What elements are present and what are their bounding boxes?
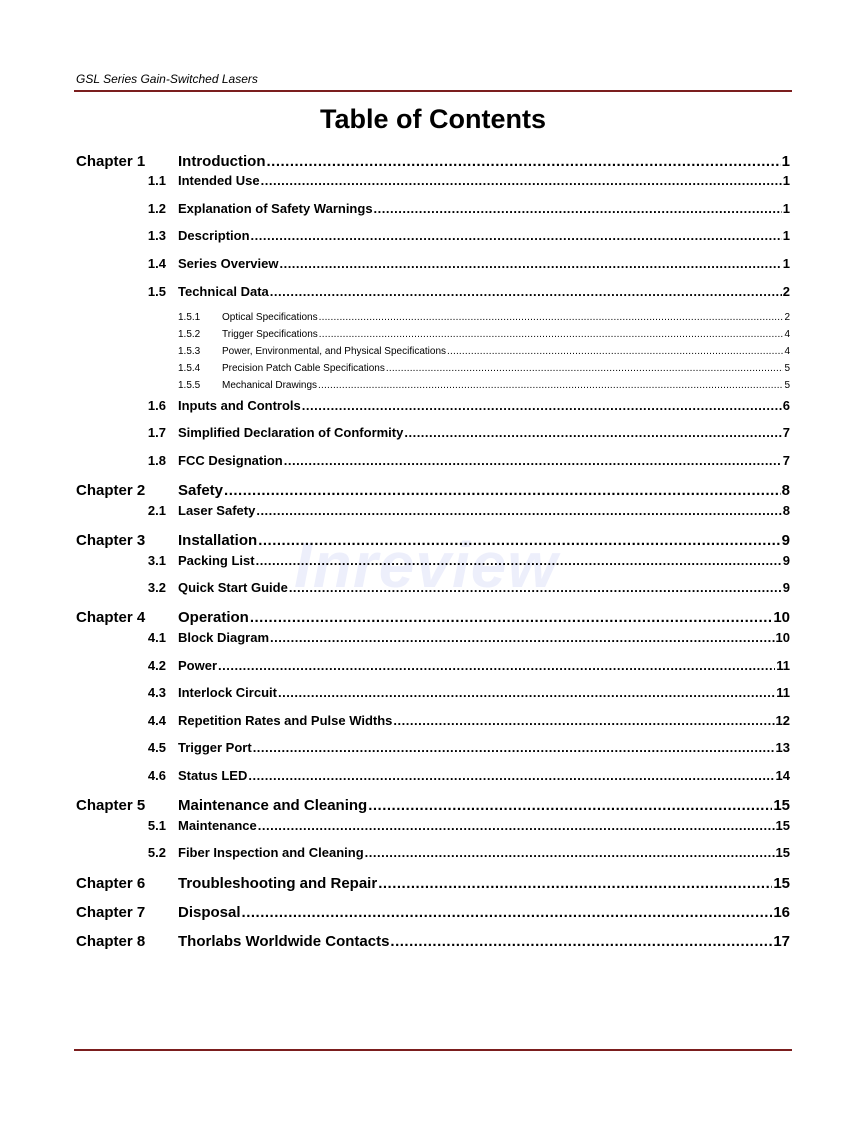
- toc-entry-text: [222, 329, 790, 340]
- toc-entry-label: Intended Use: [178, 173, 260, 188]
- toc-entry-number: 1.5: [147, 284, 166, 299]
- dot-leader: [393, 713, 774, 728]
- toc-entry-page: 4: [784, 346, 790, 357]
- toc-entry-text: [178, 713, 790, 728]
- dot-leader: [251, 228, 782, 243]
- toc-entry-number: 4.2: [147, 658, 166, 673]
- dot-leader: [319, 312, 784, 323]
- toc-entry-number: Chapter 2: [76, 482, 146, 499]
- toc-entry-text: [178, 201, 790, 216]
- toc-entry-number: 4.5: [147, 740, 166, 755]
- toc-entry-page: 8: [781, 482, 790, 499]
- toc-entry-page: 13: [775, 740, 790, 755]
- toc-entry-number: 1.8: [147, 453, 166, 468]
- toc-entry-text: [178, 630, 790, 645]
- toc-entry-number: 1.5.4: [178, 363, 201, 374]
- dot-leader: [284, 453, 782, 468]
- toc-entry-text: [178, 532, 790, 549]
- dot-leader: [261, 173, 782, 188]
- toc-entry-text: [178, 845, 790, 860]
- dot-leader: [390, 933, 772, 950]
- dot-leader: [318, 380, 783, 391]
- toc-entry-page: 1: [782, 228, 790, 243]
- toc-entry-text: [178, 904, 790, 921]
- toc-entry-text: [178, 284, 790, 299]
- toc-entry-number: 3.2: [147, 580, 166, 595]
- toc-entry-label: Mechanical Drawings: [222, 380, 318, 391]
- watermark: Inreview: [294, 529, 559, 601]
- toc-entry-page: 6: [782, 398, 790, 413]
- dot-leader: [218, 658, 775, 673]
- toc-entry-label: Technical Data: [178, 284, 269, 299]
- toc-entry-page: 11: [776, 685, 790, 700]
- toc-entry-text: [178, 933, 790, 950]
- dot-leader: [386, 363, 784, 374]
- toc-entry-number: 4.1: [147, 630, 166, 645]
- dot-leader: [256, 503, 781, 518]
- toc-entry-number: 3.1: [147, 553, 166, 568]
- toc-entry-text: [178, 453, 790, 468]
- toc-entry-page: 17: [773, 933, 790, 950]
- toc-entry-text: [178, 740, 790, 755]
- toc-entry-number: 1.1: [147, 173, 166, 188]
- toc-entry-number: 1.5.5: [178, 380, 201, 391]
- toc-entry-number: 5.1: [147, 818, 166, 833]
- toc-entry-number: 1.3: [147, 228, 166, 243]
- page-title: Table of Contents: [320, 104, 546, 134]
- dot-leader: [258, 818, 775, 833]
- dot-leader: [378, 875, 772, 892]
- toc-entry-label: Safety: [178, 482, 224, 499]
- toc-entry-page: 9: [782, 553, 790, 568]
- toc-entry-page: 10: [775, 630, 790, 645]
- toc-entry-number: Chapter 4: [76, 609, 146, 626]
- toc-entry-page: 9: [781, 532, 790, 549]
- toc-entry-label: Laser Safety: [178, 503, 256, 518]
- toc-entry-label: Packing List: [178, 553, 255, 568]
- toc-entry-text: [178, 228, 790, 243]
- toc-entry-text: [222, 346, 790, 357]
- dot-leader: [242, 904, 773, 921]
- dot-leader: [270, 284, 782, 299]
- dot-leader: [374, 201, 782, 216]
- toc-entry-text: [178, 818, 790, 833]
- toc-entry-label: Trigger Specifications: [222, 329, 318, 340]
- toc-entry-number: Chapter 6: [76, 875, 146, 892]
- toc-entry-text: [222, 363, 790, 374]
- toc-entry-page: 10: [773, 609, 790, 626]
- toc-entry-number: Chapter 3: [76, 532, 146, 549]
- toc-entry-text: [178, 425, 790, 440]
- toc-entry-page: 5: [784, 363, 790, 374]
- toc-entry-text: [222, 380, 790, 391]
- dot-leader: [224, 482, 781, 499]
- dot-leader: [270, 630, 774, 645]
- toc-entry-page: 2: [784, 312, 790, 323]
- toc-entry-number: 1.5.1: [178, 312, 201, 323]
- toc-entry-number: Chapter 8: [76, 933, 146, 950]
- toc-entry-page: 4: [784, 329, 790, 340]
- toc-entry-label: Installation: [178, 532, 258, 549]
- toc-entry-label: Power: [178, 658, 218, 673]
- toc-entry-page: 15: [773, 875, 790, 892]
- toc-entry-label: Operation: [178, 609, 249, 626]
- toc-entry-page: 9: [782, 580, 790, 595]
- toc-entry-page: 2: [782, 284, 790, 299]
- running-header: GSL Series Gain-Switched Lasers: [76, 72, 258, 86]
- toc-entry-label: Status LED: [178, 768, 248, 783]
- dot-leader: [279, 256, 781, 271]
- toc-entry-label: Power, Environmental, and Physical Specifications: [222, 346, 447, 357]
- toc-entry-text: [178, 685, 790, 700]
- toc-entry-page: 12: [775, 713, 790, 728]
- toc-entry-text: [178, 398, 790, 413]
- dot-leader: [256, 553, 782, 568]
- toc-entry-label: Description: [178, 228, 250, 243]
- dot-leader: [368, 797, 772, 814]
- toc-entry-label: Inputs and Controls: [178, 398, 301, 413]
- toc-entry-number: 1.5.3: [178, 346, 201, 357]
- toc-entry-page: 15: [775, 845, 790, 860]
- footer-rule: [74, 1049, 792, 1051]
- toc-entry-text: [178, 482, 790, 499]
- toc-entry-number: 1.5.2: [178, 329, 201, 340]
- toc-entry-label: FCC Designation: [178, 453, 283, 468]
- toc-entry-page: 7: [782, 425, 790, 440]
- dot-leader: [258, 532, 780, 549]
- toc-entry-label: Troubleshooting and Repair: [178, 875, 378, 892]
- toc-entry-page: 1: [782, 201, 790, 216]
- toc-entry-label: Quick Start Guide: [178, 580, 288, 595]
- header-rule: [74, 90, 792, 92]
- toc-entry-page: 15: [773, 797, 790, 814]
- toc-entry-number: 1.7: [147, 425, 166, 440]
- toc-entry-text: [178, 768, 790, 783]
- dot-leader: [248, 768, 774, 783]
- dot-leader: [266, 153, 780, 170]
- toc-entry-text: [178, 609, 790, 626]
- toc-entry-page: 14: [775, 768, 790, 783]
- toc-entry-label: Repetition Rates and Pulse Widths: [178, 713, 393, 728]
- toc-entry-number: Chapter 5: [76, 797, 146, 814]
- toc-entry-label: Maintenance and Cleaning: [178, 797, 368, 814]
- toc-entry-number: 1.4: [147, 256, 166, 271]
- toc-entry-text: [178, 503, 790, 518]
- dot-leader: [253, 740, 775, 755]
- toc-entry-label: Series Overview: [178, 256, 279, 271]
- toc-entry-text: [178, 153, 790, 170]
- toc-entry-number: 5.2: [147, 845, 166, 860]
- toc-entry-page: 15: [775, 818, 790, 833]
- toc-entry-number: 1.6: [147, 398, 166, 413]
- toc-entry-page: 16: [773, 904, 790, 921]
- toc-entry-number: 4.6: [147, 768, 166, 783]
- toc-entry-label: Precision Patch Cable Specifications: [222, 363, 385, 374]
- toc-entry-label: Maintenance: [178, 818, 257, 833]
- toc-entry-label: Block Diagram: [178, 630, 270, 645]
- toc-entry-text: [178, 658, 790, 673]
- toc-entry-label: Trigger Port: [178, 740, 252, 755]
- toc-entry-label: Simplified Declaration of Conformity: [178, 425, 404, 440]
- toc-entry-page: 1: [782, 256, 790, 271]
- toc-entry-label: Fiber Inspection and Cleaning: [178, 845, 364, 860]
- toc-entry-label: Optical Specifications: [222, 312, 318, 323]
- toc-entry-label: Interlock Circuit: [178, 685, 277, 700]
- toc-entry-number: 4.3: [147, 685, 166, 700]
- toc-entry-page: 7: [782, 453, 790, 468]
- toc-entry-page: 8: [782, 503, 790, 518]
- toc-entry-text: [178, 173, 790, 188]
- toc-entry-label: Introduction: [178, 153, 266, 170]
- toc-entry-text: [178, 797, 790, 814]
- dot-leader: [319, 329, 784, 340]
- toc-entry-label: Explanation of Safety Warnings: [178, 201, 373, 216]
- dot-leader: [302, 398, 782, 413]
- toc-entry-page: 11: [776, 658, 790, 673]
- toc-entry-number: Chapter 1: [76, 153, 146, 170]
- toc-entry-text: [178, 553, 790, 568]
- dot-leader: [365, 845, 775, 860]
- toc-entry-text: [222, 312, 790, 323]
- toc-entry-label: Thorlabs Worldwide Contacts: [178, 933, 390, 950]
- toc-entry-number: 1.2: [147, 201, 166, 216]
- dot-leader: [447, 346, 783, 357]
- toc-entry-text: [178, 580, 790, 595]
- toc-entry-text: [178, 256, 790, 271]
- dot-leader: [278, 685, 775, 700]
- toc-entry-number: Chapter 7: [76, 904, 146, 921]
- dot-leader: [404, 425, 781, 440]
- toc-entry-label: Disposal: [178, 904, 241, 921]
- dot-leader: [289, 580, 782, 595]
- toc-entry-page: 1: [781, 153, 790, 170]
- dot-leader: [250, 609, 772, 626]
- toc-entry-number: 4.4: [147, 713, 166, 728]
- toc-entry-page: 5: [784, 380, 790, 391]
- toc-entry-number: 2.1: [147, 503, 166, 518]
- toc-entry-text: [178, 875, 790, 892]
- toc-entry-page: 1: [782, 173, 790, 188]
